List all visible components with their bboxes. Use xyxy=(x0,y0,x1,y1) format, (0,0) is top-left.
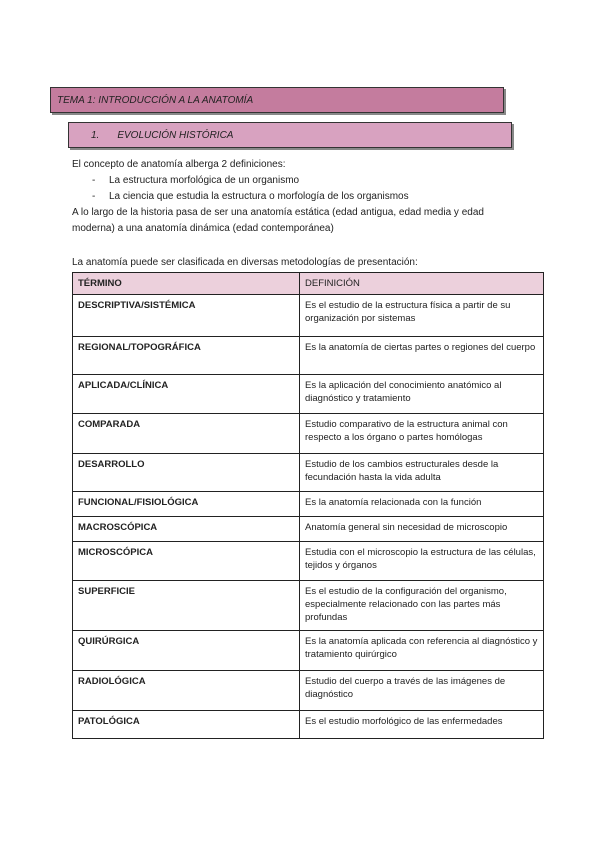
term-cell: MACROSCÓPICA xyxy=(73,517,300,542)
definition-cell: Es la anatomía de ciertas partes o regiones del cuerpo xyxy=(300,337,544,375)
section-title: EVOLUCIÓN HISTÓRICA xyxy=(117,129,234,141)
term-cell: PATOLÓGICA xyxy=(73,711,300,739)
bullet-text: La ciencia que estudia la estructura o morfología de los organismos xyxy=(109,191,409,202)
table-row xyxy=(73,454,544,492)
table-row xyxy=(73,337,544,375)
table-row xyxy=(73,581,544,631)
definition-cell: Anatomía general sin necesidad de microscopio xyxy=(300,517,544,542)
header-term: TÉRMINO xyxy=(73,273,300,295)
bullet-text: La estructura morfológica de un organismo xyxy=(109,175,300,186)
term-cell: MICROSCÓPICA xyxy=(73,542,300,581)
term-cell: APLICADA/CLÍNICA xyxy=(73,375,300,414)
table-row xyxy=(73,631,544,671)
chapter-title: TEMA 1: INTRODUCCIÓN A LA ANATOMÍA xyxy=(57,94,254,106)
definition-cell: Es el estudio morfológico de las enfermedades xyxy=(300,711,544,739)
intro-text: El concepto de anatomía alberga 2 definiciones: xyxy=(72,159,286,170)
bullet-item: - La estructura morfológica de un organismo xyxy=(92,175,300,186)
classification-table xyxy=(72,272,544,739)
bullet-item: - La ciencia que estudia la estructura o morfología de los organismos xyxy=(92,191,409,202)
table-row xyxy=(73,295,544,337)
table-row xyxy=(73,711,544,739)
table-row xyxy=(73,542,544,581)
section-number: 1. xyxy=(91,129,100,141)
term-cell: COMPARADA xyxy=(73,414,300,454)
definition-cell: Estudio de los cambios estructurales desde la fecundación hasta la vida adulta xyxy=(300,454,544,492)
term-cell: REGIONAL/TOPOGRÁFICA xyxy=(73,337,300,375)
term-cell: DESCRIPTIVA/SISTÉMICA xyxy=(73,295,300,337)
definition-cell: Estudio comparativo de la estructura animal con respecto a los órgano o partes homólogas xyxy=(300,414,544,454)
definition-cell: Es la aplicación del conocimiento anatómico al diagnóstico y tratamiento xyxy=(300,375,544,414)
term-cell: RADIOLÓGICA xyxy=(73,671,300,711)
definition-cell: Estudia con el microscopio la estructura de las células, tejidos y órganos xyxy=(300,542,544,581)
term-cell: SUPERFICIE xyxy=(73,581,300,631)
table-intro: La anatomía puede ser clasificada en diversas metodologías de presentación: xyxy=(72,257,418,268)
table-row xyxy=(73,414,544,454)
section-heading xyxy=(68,122,512,148)
definition-cell: Es el estudio de la estructura física a partir de su organización por sistemas xyxy=(300,295,544,337)
term-cell: QUIRÚRGICA xyxy=(73,631,300,671)
term-cell: DESARROLLO xyxy=(73,454,300,492)
definition-cell: Es la anatomía aplicada con referencia al diagnóstico y tratamiento quirúrgico xyxy=(300,631,544,671)
definition-cell: Es el estudio de la configuración del organismo, especialmente relacionado con las partes más profundas xyxy=(300,581,544,631)
paragraph-line: moderna) a una anatomía dinámica (edad contemporánea) xyxy=(72,223,334,234)
chapter-heading xyxy=(50,87,504,113)
term-cell: FUNCIONAL/FISIOLÓGICA xyxy=(73,492,300,517)
header-definition: DEFINICIÓN xyxy=(300,273,544,295)
definition-cell: Es la anatomía relacionada con la función xyxy=(300,492,544,517)
definition-cell: Estudio del cuerpo a través de las imágenes de diagnóstico xyxy=(300,671,544,711)
table-row xyxy=(73,492,544,517)
table-row xyxy=(73,375,544,414)
table-row xyxy=(73,517,544,542)
table-header-row xyxy=(73,273,544,295)
table-row xyxy=(73,671,544,711)
paragraph-line: A lo largo de la historia pasa de ser una anatomía estática (edad antigua, edad media y edad xyxy=(72,207,484,218)
